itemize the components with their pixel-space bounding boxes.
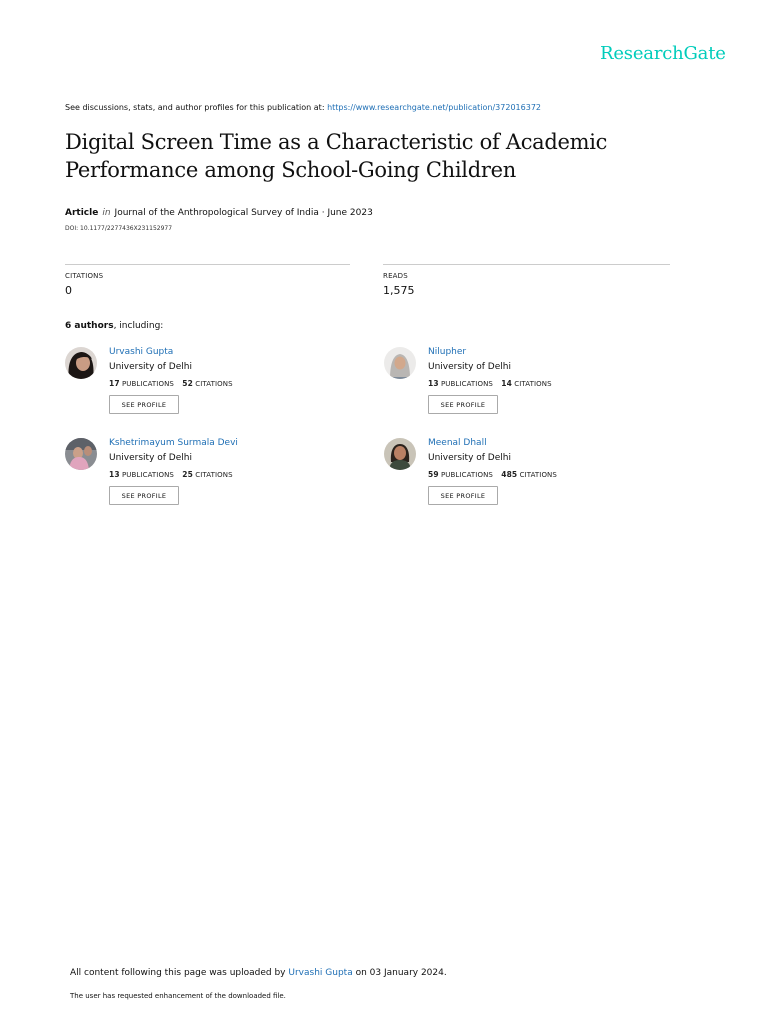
author-affiliation: University of Delhi bbox=[428, 453, 511, 463]
researchgate-logo[interactable]: ResearchGate bbox=[600, 43, 726, 64]
avatar[interactable] bbox=[65, 438, 97, 470]
journal-date: Journal of the Anthropological Survey of India · June 2023 bbox=[114, 208, 373, 218]
publications-count: 59 bbox=[428, 470, 439, 479]
see-profile-button[interactable]: SEE PROFILE bbox=[428, 395, 498, 414]
publications-label: PUBLICATIONS bbox=[440, 471, 493, 479]
citations-value: 0 bbox=[65, 284, 72, 297]
see-profile-button[interactable]: SEE PROFILE bbox=[428, 486, 498, 505]
author-name-link[interactable]: Kshetrimayum Surmala Devi bbox=[109, 438, 238, 448]
author-photo-icon bbox=[384, 438, 416, 470]
author-name-link[interactable]: Meenal Dhall bbox=[428, 438, 487, 448]
publications-count: 13 bbox=[109, 470, 120, 479]
citations-label: CITATIONS bbox=[514, 380, 552, 388]
author-counts bbox=[428, 379, 552, 388]
author-affiliation: University of Delhi bbox=[428, 362, 511, 372]
citations-label: CITATIONS bbox=[195, 380, 233, 388]
author-affiliation: University of Delhi bbox=[109, 453, 192, 463]
author-photo-icon bbox=[384, 347, 416, 379]
author-photo-icon bbox=[65, 438, 97, 470]
publication-url-link[interactable]: https://www.researchgate.net/publication/372016372 bbox=[327, 103, 541, 112]
reads-label: READS bbox=[383, 272, 408, 280]
in-label: in bbox=[102, 208, 111, 218]
author-card bbox=[384, 438, 684, 518]
discussion-notice-text: See discussions, stats, and author profiles for this publication at: bbox=[65, 103, 325, 112]
author-affiliation: University of Delhi bbox=[109, 362, 192, 372]
uploader-link[interactable]: Urvashi Gupta bbox=[288, 968, 353, 978]
publications-label: PUBLICATIONS bbox=[121, 380, 174, 388]
authors-heading-suffix: , including: bbox=[113, 321, 164, 331]
upload-notice-prefix: All content following this page was uploaded by bbox=[70, 968, 286, 978]
reads-value: 1,575 bbox=[383, 284, 415, 297]
citations-count: 485 bbox=[501, 470, 518, 479]
citations-count: 14 bbox=[501, 379, 512, 388]
authors-heading bbox=[65, 321, 163, 331]
citations-divider bbox=[65, 264, 350, 265]
citations-count: 25 bbox=[182, 470, 193, 479]
enhancement-note: The user has requested enhancement of the downloaded file. bbox=[70, 992, 286, 1000]
citations-label: CITATIONS bbox=[65, 272, 104, 280]
citations-label: CITATIONS bbox=[519, 471, 557, 479]
author-photo-icon bbox=[65, 347, 97, 379]
discussion-notice bbox=[65, 103, 541, 112]
see-profile-button[interactable]: SEE PROFILE bbox=[109, 395, 179, 414]
avatar[interactable] bbox=[65, 347, 97, 379]
avatar[interactable] bbox=[384, 438, 416, 470]
author-name-link[interactable]: Urvashi Gupta bbox=[109, 347, 174, 357]
author-card bbox=[65, 438, 365, 518]
upload-notice-suffix: on 03 January 2024. bbox=[355, 968, 447, 978]
reads-divider bbox=[383, 264, 670, 265]
citations-label: CITATIONS bbox=[195, 471, 233, 479]
author-card bbox=[65, 347, 365, 427]
publications-count: 13 bbox=[428, 379, 439, 388]
publications-count: 17 bbox=[109, 379, 120, 388]
authors-count: 6 authors bbox=[65, 321, 114, 331]
see-profile-button[interactable]: SEE PROFILE bbox=[109, 486, 179, 505]
author-name-link[interactable]: Nilupher bbox=[428, 347, 467, 357]
doi: DOI: 10.1177/2277436X231152977 bbox=[65, 225, 173, 232]
citations-count: 52 bbox=[182, 379, 193, 388]
article-type: Article bbox=[65, 208, 99, 218]
publications-label: PUBLICATIONS bbox=[440, 380, 493, 388]
author-counts bbox=[109, 379, 233, 388]
author-card bbox=[384, 347, 684, 427]
author-counts bbox=[109, 470, 233, 479]
publications-label: PUBLICATIONS bbox=[121, 471, 174, 479]
article-title: Digital Screen Time as a Characteristic of Academic Performance among School-Going Children bbox=[65, 130, 608, 182]
avatar[interactable] bbox=[384, 347, 416, 379]
article-meta bbox=[65, 208, 373, 218]
author-counts bbox=[428, 470, 557, 479]
upload-notice bbox=[70, 968, 447, 978]
